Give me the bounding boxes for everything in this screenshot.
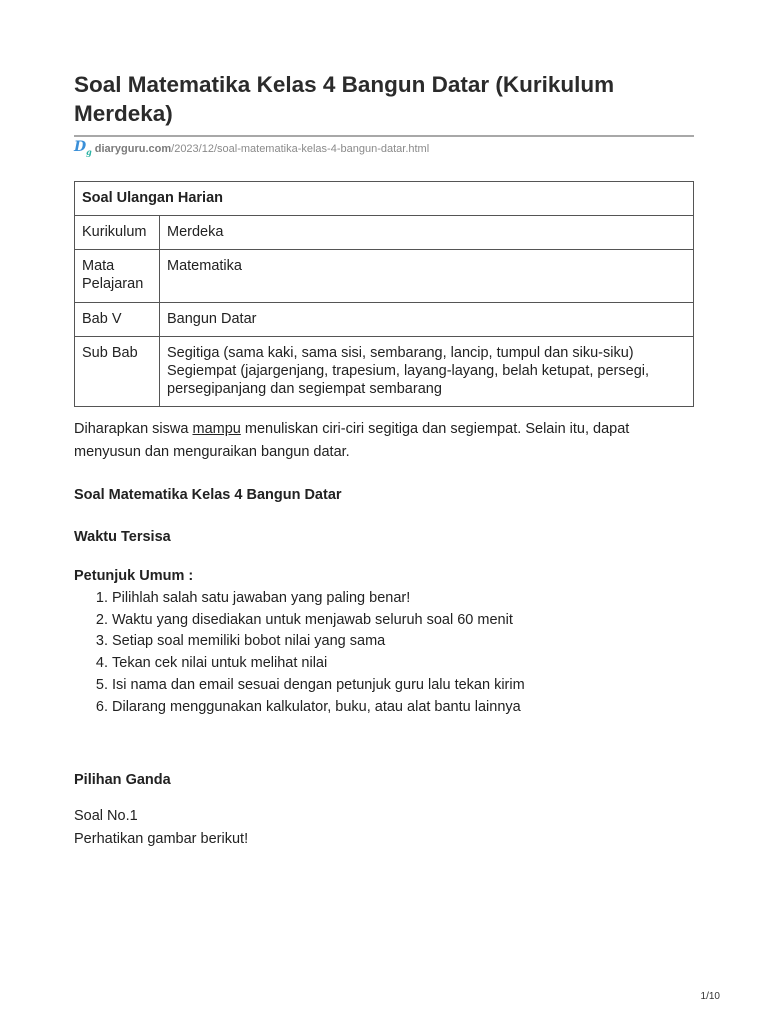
source-line[interactable] [74, 140, 429, 158]
page-number: 1/10 [700, 991, 720, 1002]
underlined-word: mampu [192, 421, 241, 437]
instructions-list [74, 588, 732, 718]
table-row [75, 337, 694, 407]
page-title: Soal Matematika Kelas 4 Bangun Datar (Kurikulum Merdeka) [74, 72, 615, 126]
list-item: 3. Setiap soal memiliki bobot nilai yang sama [112, 631, 732, 653]
source-path[interactable]: /2023/12/soal-matematika-kelas-4-bangun-datar.html [171, 143, 430, 155]
multiple-choice-title: Pilihan Ganda [74, 772, 171, 788]
title-divider [74, 135, 694, 137]
sub-bab-line: Segiempat (jajargenjang, trapesium, layang-layang, belah ketupat, persegi, persegipanjang dan segiempat sembarang [167, 363, 650, 397]
intro-paragraph: Diharapkan siswa mampu menuliskan ciri-ciri segitiga dan segiempat. Selain itu, dapat menyusun dan menguraikan bangun datar. [74, 421, 630, 460]
question-text: Perhatikan gambar berikut! [74, 831, 249, 847]
table-cell-label: Mata Pelajaran [75, 250, 160, 303]
instructions-title: Petunjuk Umum : [74, 568, 194, 584]
table-header: Soal Ulangan Harian [75, 182, 694, 216]
list-item: 2. Waktu yang disediakan untuk menjawab seluruh soal 60 menit [112, 610, 732, 632]
site-logo-icon: $D_g$ [74, 139, 92, 157]
table-row [75, 250, 694, 303]
table-cell-value: Matematika [160, 250, 694, 303]
question-number: Soal No.1 [74, 808, 138, 824]
table-cell-label: Sub Bab [75, 337, 160, 407]
list-item: 1. Pilihlah salah satu jawaban yang paling benar! [112, 588, 732, 610]
time-remaining-label: Waktu Tersisa [74, 529, 171, 545]
table-header-row [75, 182, 694, 216]
section-title: Soal Matematika Kelas 4 Bangun Datar [74, 487, 342, 503]
table-cell-value: Bangun Datar [160, 303, 694, 337]
table-row [75, 216, 694, 250]
source-domain[interactable]: diaryguru.com [94, 143, 172, 155]
table-cell-value: Merdeka [160, 216, 694, 250]
table-cell-label: Kurikulum [75, 216, 160, 250]
list-item: 4. Tekan cek nilai untuk melihat nilai [112, 653, 732, 675]
table-cell-value [160, 337, 694, 407]
info-table [74, 181, 694, 407]
sub-bab-line: Segitiga (sama kaki, sama sisi, sembarang, lancip, tumpul dan siku-siku) [167, 345, 634, 361]
list-item: 5. Isi nama dan email sesuai dengan petunjuk guru lalu tekan kirim [112, 675, 732, 697]
list-item: 6. Dilarang menggunakan kalkulator, buku, atau alat bantu lainnya [112, 697, 732, 719]
table-row [75, 303, 694, 337]
table-cell-label: Bab V [75, 303, 160, 337]
